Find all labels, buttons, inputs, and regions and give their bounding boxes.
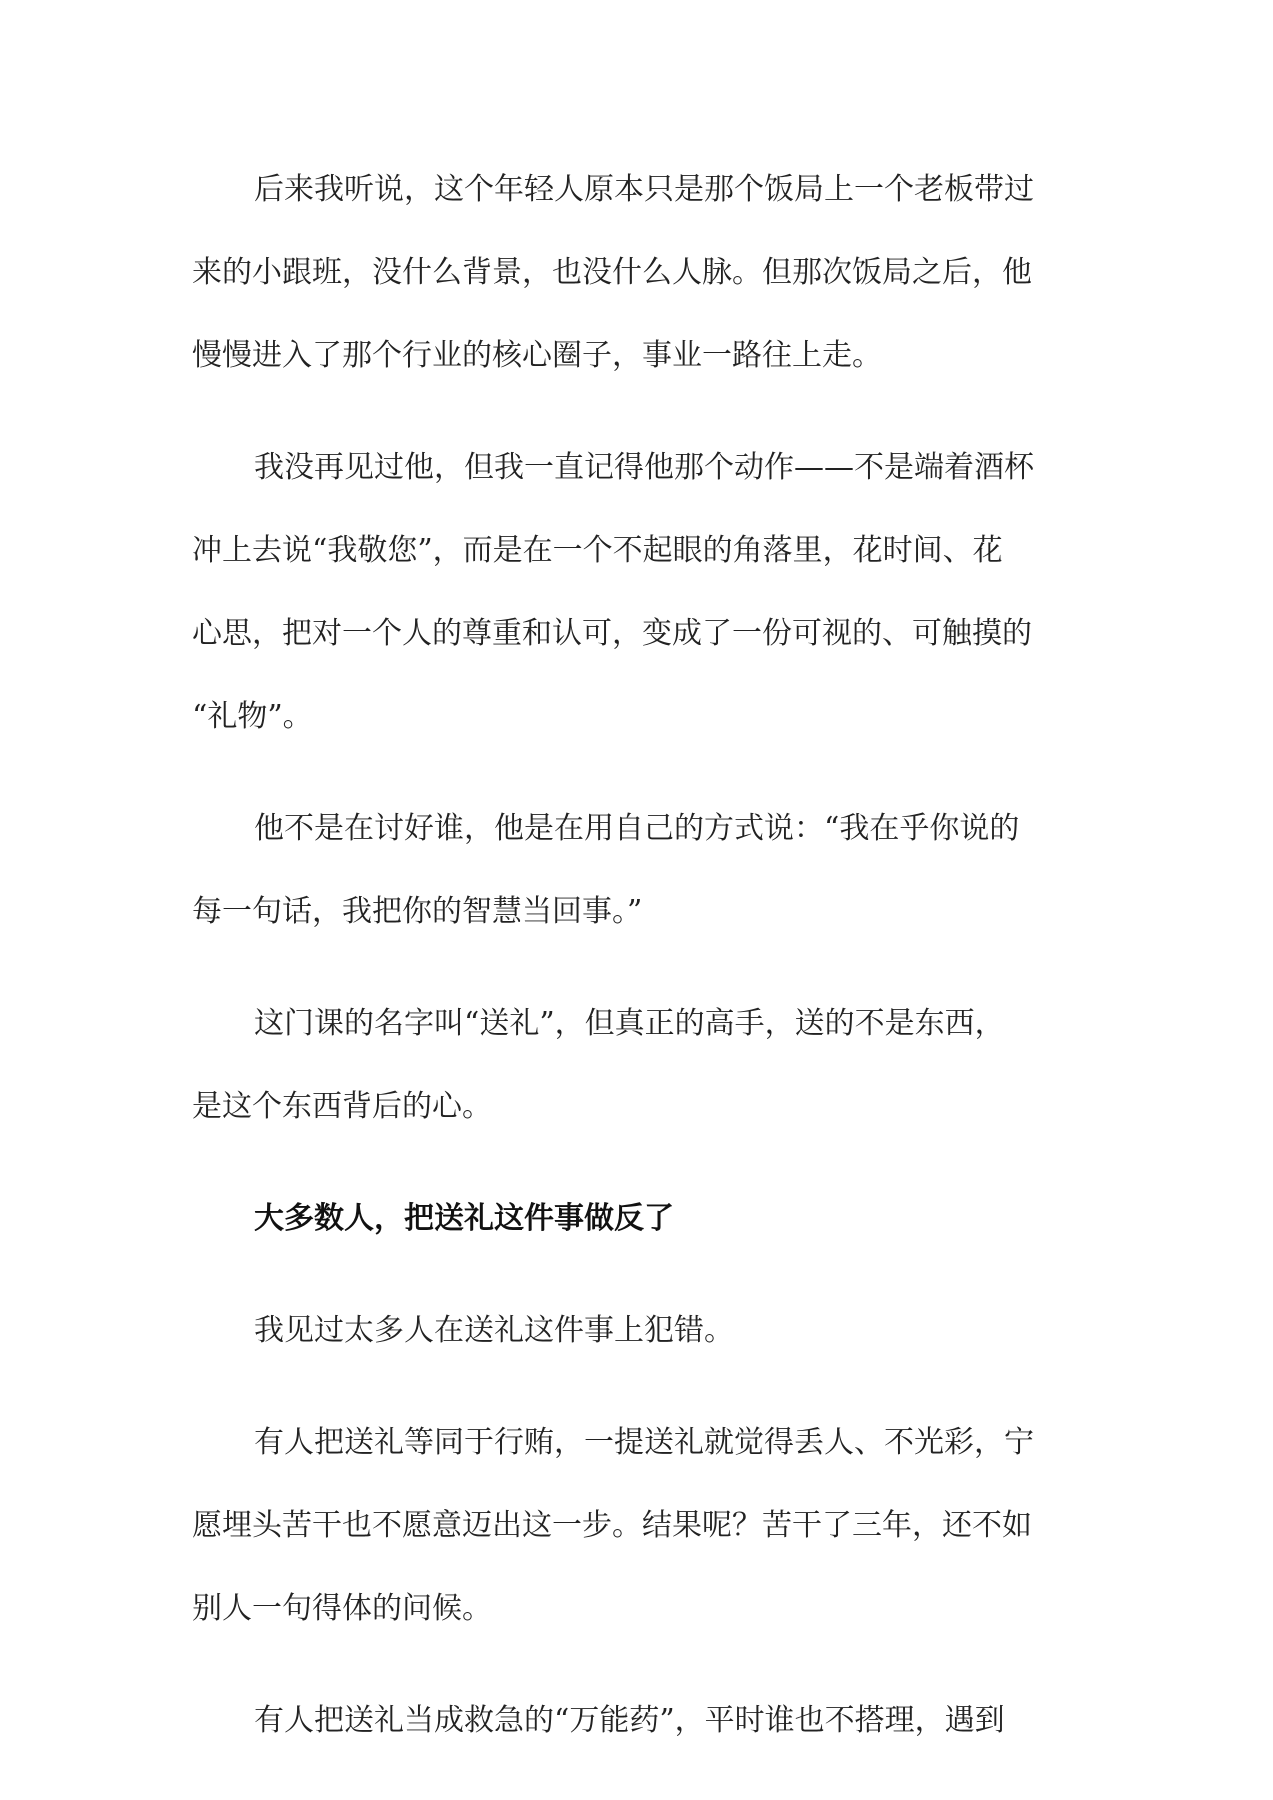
text-line: 冲上去说“我敬您”，而是在一个不起眼的角落里，花时间、花: [192, 533, 1003, 568]
text-line: 是这个东西背后的心。: [192, 1089, 492, 1124]
text-line: 这门课的名字叫“送礼”，但真正的高手，送的不是东西，: [254, 1006, 1005, 1041]
paragraph-1: [192, 148, 1092, 397]
paragraph-6: [192, 1401, 1092, 1650]
paragraph-3: [192, 787, 1092, 953]
text-line: 他不是在讨好谁，他是在用自己的方式说：“我在乎你说的: [254, 811, 1020, 846]
paragraph-5: [192, 1289, 1092, 1372]
text-line: 心思，把对一个人的尊重和认可，变成了一份可视的、可触摸的: [192, 616, 1032, 651]
paragraph-7: [192, 1679, 1092, 1762]
document-body: [192, 148, 1092, 1791]
text-line: 我没再见过他，但我一直记得他那个动作——不是端着酒杯: [254, 450, 1034, 485]
text-line: 愿埋头苦干也不愿意迈出这一步。结果呢？苦干了三年，还不如: [192, 1508, 1032, 1543]
paragraph-4: [192, 982, 1092, 1148]
text-line: 我见过太多人在送礼这件事上犯错。: [254, 1313, 734, 1348]
text-line: 后来我听说，这个年轻人原本只是那个饭局上一个老板带过: [254, 172, 1034, 207]
section-heading: 大多数人，把送礼这件事做反了: [254, 1201, 674, 1236]
text-line: 别人一句得体的问候。: [192, 1591, 492, 1626]
text-line: 有人把送礼等同于行贿，一提送礼就觉得丢人、不光彩，宁: [254, 1425, 1034, 1460]
text-line: 每一句话，我把你的智慧当回事。”: [192, 894, 643, 929]
text-line: “礼物”。: [192, 699, 313, 734]
text-line: 来的小跟班，没什么背景，也没什么人脉。但那次饭局之后，他: [192, 255, 1032, 290]
text-line: 有人把送礼当成救急的“万能药”，平时谁也不搭理，遇到: [254, 1703, 1005, 1738]
text-line: 慢慢进入了那个行业的核心圈子，事业一路往上走。: [192, 338, 882, 373]
paragraph-2: [192, 426, 1092, 758]
